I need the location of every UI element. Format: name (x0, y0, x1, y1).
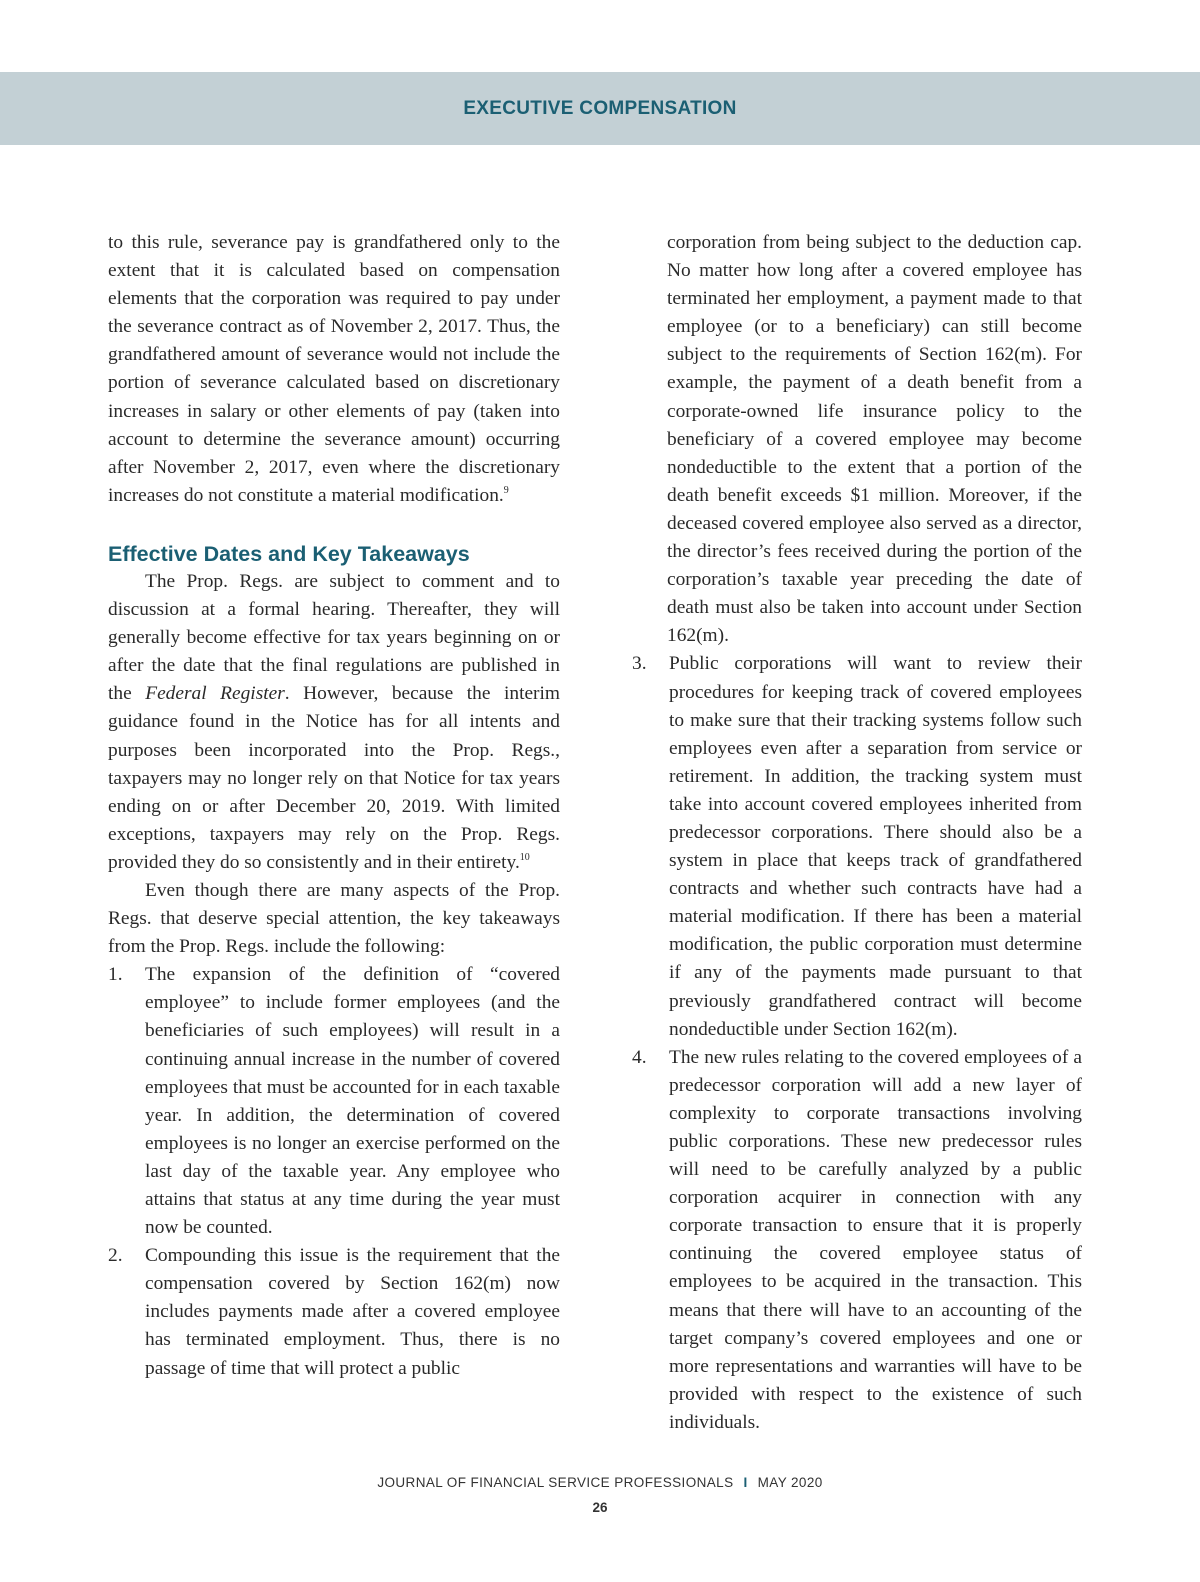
list-item (108, 1242, 560, 1382)
list-item (632, 1044, 1082, 1437)
footer (0, 1475, 1200, 1490)
section-title: EXECUTIVE COMPENSATION (463, 97, 737, 119)
takeaways-list (632, 650, 1082, 1437)
list-number: 3. (632, 653, 647, 675)
list-number: 1. (108, 964, 123, 986)
section-heading: Effective Dates and Key Takeaways (108, 541, 470, 566)
list-item-text: Compounding this issue is the requirement that the compensation covered by Section 162(m) now includes payments made after a covered employee has terminated employment. Thus, there is no passage of time that will protect a public (145, 1245, 560, 1379)
takeaways-list (108, 961, 560, 1382)
footnote-ref: 10 (519, 851, 530, 863)
list-item-text: Public corporations will want to review their procedures for keeping track of covered employees to make sure that their tracking systems follow such employees even after a separation from service or retirement. In addition, the tracking system must take into account covered employees inherited from predecessor corporations. There should also be a system in place that keeps track of grandfathered contracts and whether such contracts have had a material modification. If there has been a material modification, the public corporation must determine if any of the payments made pursuant to that previously grandfathered contract will become nondeductible under Section 162(m). (669, 653, 1082, 1040)
issue-date: MAY 2020 (757, 1475, 823, 1490)
header-band (0, 72, 1200, 145)
list-number: 4. (632, 1046, 647, 1068)
journal-name: JOURNAL OF FINANCIAL SERVICE PROFESSIONALS (377, 1475, 734, 1490)
paragraph: Even though there are many aspects of the Prop. Regs. that deserve special attention, the key takeaways from the Prop. Regs. include the following: (108, 879, 560, 958)
list-item-text: The new rules relating to the covered employees of a predecessor corporation will add a new layer of complexity to corporate transactions involving public corporations. These new predecessor rules will need to be carefully analyzed by a public corporation acquirer in connection with any corporate transaction to ensure that it is properly continuing the covered employee status of employees to be acquired in the transaction. This means that there will have to an accounting of the target company’s covered employees and one or more representations and warranties will have to be provided with respect to the existence of such individuals. (669, 1046, 1082, 1433)
paragraph: The Prop. Regs. are subject to comment and to discussion at a formal hearing. Thereafter, they will generally become effective for tax years beginning on or after the date that the final regulations are published in the Federal Register. However, because the interim guidance found in the Notice has for all intents and purposes been incorporated into the Prop. Regs., taxpayers may no longer rely on that Notice for tax years ending on or after December 20, 2019. With limited exceptions, taxpayers may rely on the Prop. Regs. provided they do so consistently and in their entirety.$^{10}$ (108, 570, 560, 873)
page-number: 26 (592, 1500, 608, 1515)
list-item (632, 650, 1082, 1043)
footer-separator: I (743, 1475, 748, 1490)
list-number: 2. (108, 1245, 123, 1267)
list-item (108, 961, 560, 1242)
paragraph: to this rule, severance pay is grandfathered only to the extent that it is calculated based on compensation elements that the corporation was required to pay under the severance contract as of November 2, 2017. Thus, the grandfathered amount of severance would not include the portion of severance calculated based on discretionary increases in salary or other elements of pay (taken into account to determine the severance amount) occurring after November 2, 2017, even where the discretionary increases do not constitute a material modification.$^9$ (108, 232, 560, 506)
list-item-text: The expansion of the definition of “covered employee” to include former employees (and the beneficiaries of such employees) will result in a continuing annual increase in the number of covered employees that must be accounted for in each taxable year. In addition, the determination of covered employees is no longer an exercise performed on the last day of the taxable year. Any employee who attains that status at any time during the year must now be counted. (145, 964, 560, 1239)
left-column (108, 229, 560, 1383)
footnote-ref: 9 (503, 484, 509, 496)
italic-title: Federal Register (145, 683, 285, 705)
list-item-continuation: corporation from being subject to the deduction cap. No matter how long after a covered employee has terminated her employment, a payment made to that employee (or to a beneficiary) can still become subject to the requirements of Section 162(m). For example, the payment of a death benefit from a corporate-owned life insurance policy to the beneficiary of a covered employee may become nondeductible to the extent that a portion of the death benefit exceeds $1 million. Moreover, if the deceased covered employee also served as a director, the director’s fees received during the portion of the corporation’s taxable year preceding the date of death must also be taken into account under Section 162(m). (667, 232, 1082, 647)
right-column (632, 229, 1082, 1437)
